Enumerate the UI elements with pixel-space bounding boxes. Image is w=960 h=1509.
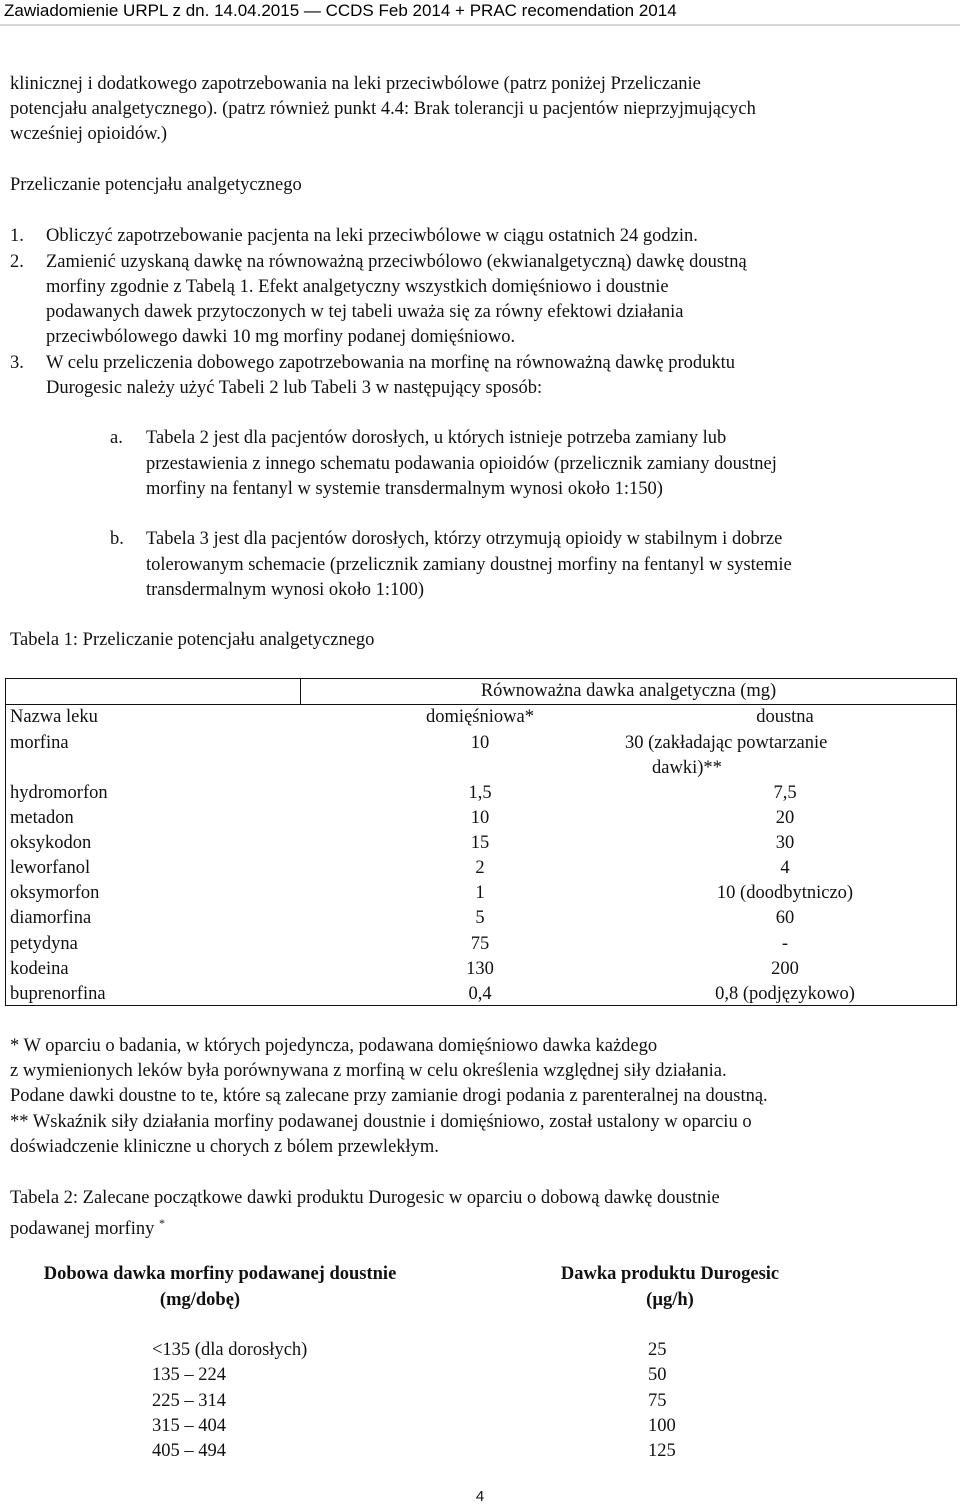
substep-text: transdermalnym wynosi około 1:100) — [146, 580, 424, 600]
footnote-line: * W oparciu o badania, w których pojedyncza, podawana domięśniowo dawka każdego — [10, 1036, 658, 1056]
table2-caption: Tabela 2: Zalecane początkowe dawki produktu Durogesic w oparciu o dobową dawkę doustnie — [10, 1188, 720, 1208]
drug-name: kodeina — [10, 959, 69, 979]
oral-dose: 60 — [775, 908, 795, 928]
durogesic-dose: 125 — [648, 1441, 676, 1461]
step-text: Obliczyć zapotrzebowanie pacjenta na leki przeciwbólowe w ciągu ostatnich 24 godzin. — [46, 226, 698, 246]
table2-col-header-unit: (mg/dobę) — [159, 1290, 241, 1310]
drug-name: oksykodon — [10, 833, 92, 853]
step-text: morfiny zgodnie z Tabelą 1. Efekt analgetyczny wszystkich domięśniowo i doustnie — [46, 277, 669, 297]
page-number: 4 — [475, 1488, 485, 1505]
drug-name: morfina — [10, 733, 69, 753]
table2-caption-text: podawanej morfiny — [10, 1219, 155, 1240]
im-dose: 0,4 — [468, 984, 492, 1004]
table2-col-header: Dobowa dawka morfiny podawanej doustnie — [43, 1264, 397, 1284]
step-text: Durogesic należy użyć Tabeli 2 lub Tabeli 3 w następujący sposób: — [46, 378, 543, 398]
table2-col-header-unit: (µg/h) — [646, 1290, 694, 1310]
footnote-line: z wymienionych leków była porównywana z morfiną w celu określenia względnej siły działania. — [10, 1061, 727, 1081]
oral-dose: 0,8 (podjęzykowo) — [715, 984, 855, 1004]
morphine-range: 225 – 314 — [152, 1391, 226, 1411]
table1-col-header: doustna — [756, 707, 814, 727]
step-number: 2. — [10, 252, 24, 272]
oral-dose: - — [781, 934, 789, 954]
drug-name: diamorfina — [10, 908, 92, 928]
drug-name: oksymorfon — [10, 883, 100, 903]
intro-line: wcześniej opioidów.) — [10, 124, 168, 144]
footnote-line: ** Wskaźnik siły działania morfiny podawanej doustnie i domięśniowo, został ustalony w oparciu o — [10, 1112, 752, 1132]
oral-dose: 30 (zakładając powtarzanie — [625, 733, 828, 753]
morphine-range: 135 – 224 — [152, 1365, 226, 1385]
footnote-marker: * — [159, 1216, 165, 1230]
drug-name: buprenorfina — [10, 984, 106, 1004]
durogesic-dose: 50 — [648, 1365, 667, 1385]
document-header: Zawiadomienie URPL z dn. 14.04.2015 — CCDS Feb 2014 + PRAC recomendation 2014 — [0, 0, 960, 26]
im-dose: 5 — [475, 908, 485, 928]
substep-label: a. — [110, 428, 123, 448]
oral-dose: 30 — [775, 833, 795, 853]
substep-text: morfiny na fentanyl w systemie transdermalnym wynosi około 1:150) — [146, 479, 663, 499]
table1-caption: Tabela 1: Przeliczanie potencjału analgetycznego — [10, 630, 375, 650]
oral-dose: 7,5 — [773, 783, 797, 803]
step-number: 3. — [10, 353, 24, 373]
im-dose: 1,5 — [468, 783, 492, 803]
footnote-line: doświadczenie kliniczne u chorych z bólem przewlekłym. — [10, 1137, 439, 1157]
im-dose: 15 — [470, 833, 490, 853]
table1-group-header: Równoważna dawka analgetyczna (mg) — [480, 681, 777, 701]
im-dose: 10 — [470, 733, 490, 753]
step-text: przeciwbólowego dawki 10 mg morfiny podanej domięśniowo. — [46, 327, 516, 347]
im-dose: 2 — [475, 858, 485, 878]
im-dose: 1 — [475, 883, 485, 903]
drug-name: hydromorfon — [10, 783, 108, 803]
step-text: Zamienić uzyskaną dawkę na równoważną przeciwbólowo (ekwianalgetyczną) dawkę doustną — [46, 252, 747, 272]
step-text: podawanych dawek przytoczonych w tej tabeli uważa się za równy efektowi działania — [46, 302, 684, 322]
table1-col-header: Nazwa leku — [10, 707, 98, 727]
footnote-line: Podane dawki doustne to te, które są zalecane przy zamianie drogi podania z parenteralnej na doustną. — [10, 1086, 768, 1106]
intro-line: klinicznej i dodatkowego zapotrzebowania na leki przeciwbólowe (patrz poniżej Przeliczanie — [10, 74, 701, 94]
im-dose: 130 — [466, 959, 494, 979]
step-text: W celu przeliczenia dobowego zapotrzebowania na morfinę na równoważną dawkę produktu — [46, 353, 736, 373]
durogesic-dose: 100 — [648, 1416, 676, 1436]
durogesic-dose: 25 — [648, 1340, 667, 1360]
step-number: 1. — [10, 226, 24, 246]
substep-text: Tabela 3 jest dla pacjentów dorosłych, którzy otrzymują opioidy w stabilnym i dobrze — [146, 529, 783, 549]
oral-dose: 10 (doodbytniczo) — [716, 883, 854, 903]
drug-name: leworfanol — [10, 858, 91, 878]
section-title: Przeliczanie potencjału analgetycznego — [10, 175, 302, 195]
substep-text: przestawienia z innego schematu podawania opioidów (przelicznik zamiany doustnej — [146, 454, 777, 474]
morphine-range: <135 (dla dorosłych) — [152, 1340, 308, 1360]
morphine-range: 405 – 494 — [152, 1441, 226, 1461]
oral-dose: 200 — [771, 959, 799, 979]
table1-col-header: domięśniowa* — [426, 707, 534, 727]
durogesic-dose: 75 — [648, 1391, 667, 1411]
substep-text: tolerowanym schemacie (przelicznik zamiany doustnej morfiny na fentanyl w systemie — [146, 555, 792, 575]
oral-dose: 4 — [780, 858, 790, 878]
table2-col-header: Dawka produktu Durogesic — [560, 1264, 780, 1284]
oral-dose: 20 — [775, 808, 795, 828]
table2-caption — [10, 1211, 165, 1241]
im-dose: 10 — [470, 808, 490, 828]
im-dose: 75 — [470, 934, 490, 954]
drug-name: metadon — [10, 808, 74, 828]
oral-dose-continued: dawki)** — [652, 758, 722, 778]
substep-text: Tabela 2 jest dla pacjentów dorosłych, u których istnieje potrzeba zamiany lub — [146, 428, 727, 448]
intro-line: potencjału analgetycznego). (patrz również punkt 4.4: Brak tolerancji u pacjentów nieprzyjmujących — [10, 99, 756, 119]
morphine-range: 315 – 404 — [152, 1416, 226, 1436]
substep-label: b. — [110, 529, 124, 549]
drug-name: petydyna — [10, 934, 78, 954]
